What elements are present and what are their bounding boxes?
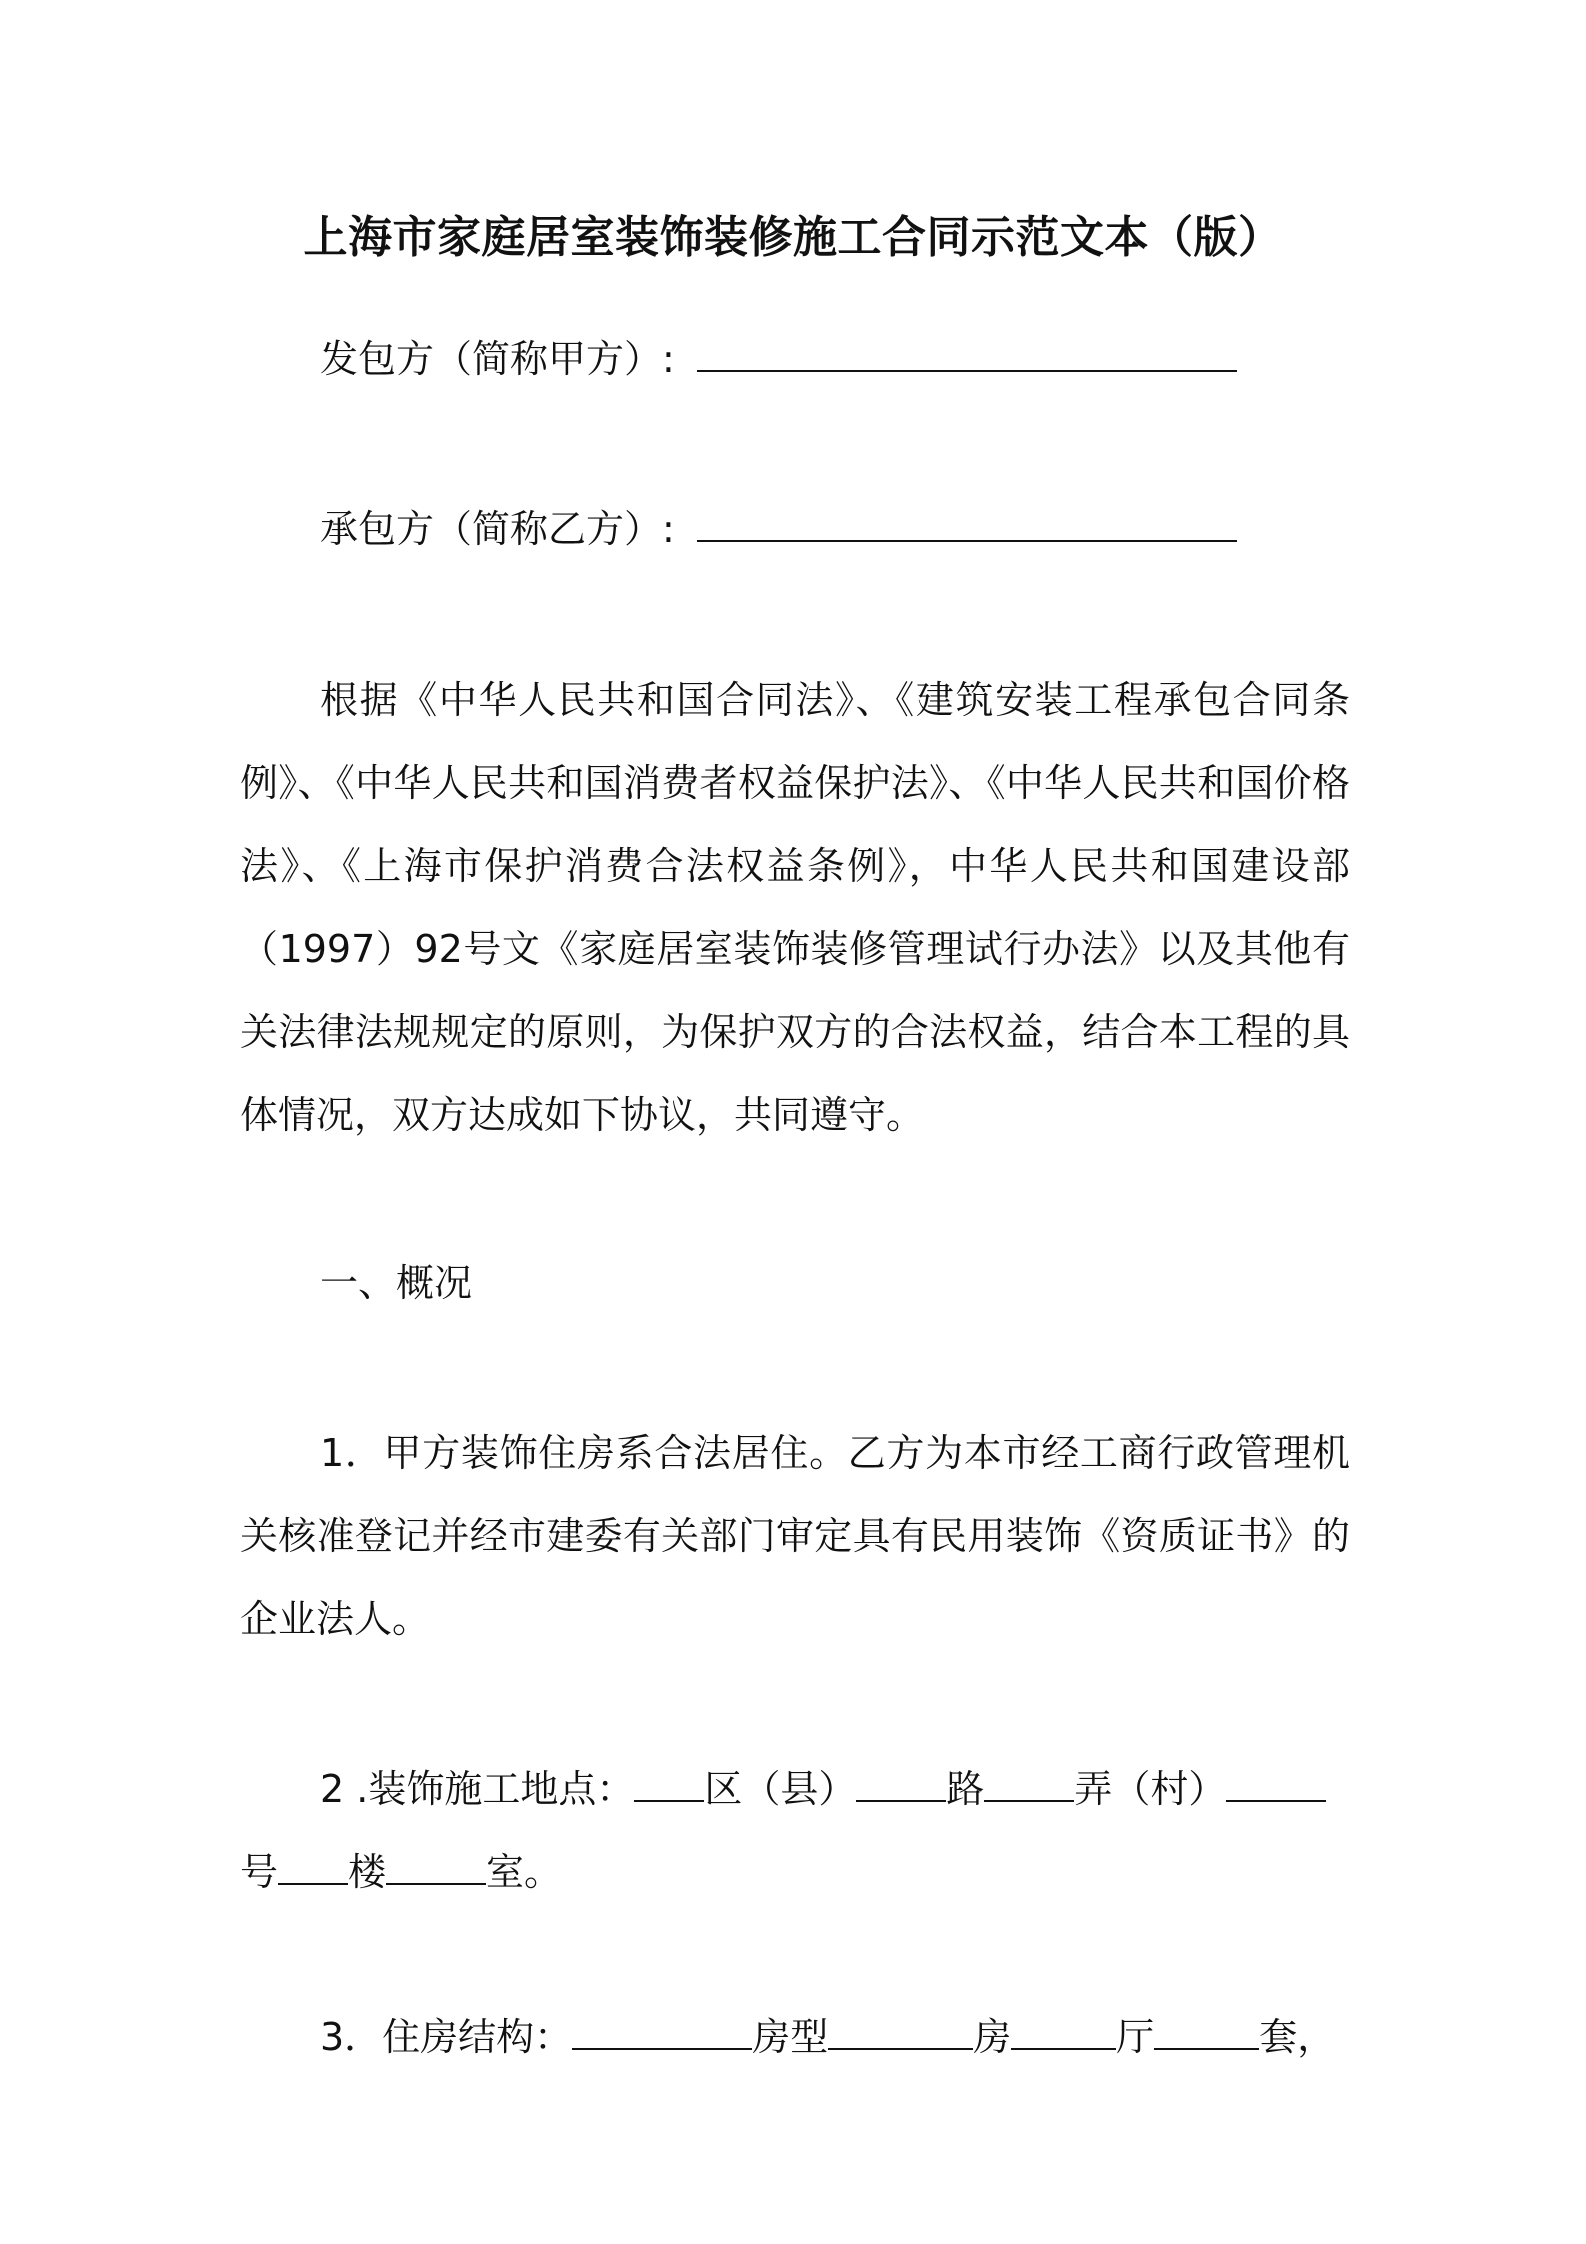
item-1-paragraph: 1．甲方装饰住房系合法居住。乙方为本市经工商行政管理机关核准登记并经市建委有关部门审定具有民用装饰《资质证书》的企业法人。 [240, 1431, 1350, 1641]
structure-blank[interactable] [572, 2008, 752, 2050]
item-3-line [320, 2008, 1335, 2065]
room-blank[interactable] [386, 1843, 486, 1885]
district-blank[interactable] [634, 1760, 704, 1802]
road-blank[interactable] [856, 1760, 946, 1802]
item-3-prefix: 3．住房结构： [320, 2015, 573, 2059]
number-label: 号 [240, 1850, 279, 1894]
halls-label: 厅 [1116, 2015, 1155, 2059]
district-label: 区（县） [704, 1767, 857, 1811]
preamble-paragraph: 根据《中华人民共和国合同法》、《建筑安装工程承包合同条例》、《中华人民共和国消费者权益保护法》、《中华人民共和国价格法》、《上海市保护消费合法权益条例》，中华人民共和国建设部（1997）92号文《家庭居室装饰装修管理试行办法》以及其他有关法律法规规定的原则，为保护双方的合法权益，结合本工程的具体情况，双方达成如下协议，共同遵守。 [240, 678, 1350, 1137]
party-a-label: 发包方（简称甲方）: [320, 337, 675, 381]
party-b-blank[interactable] [697, 500, 1237, 542]
document-title: 上海市家庭居室装饰装修施工合同示范文本（版） [303, 212, 1283, 263]
party-b-line [320, 500, 1237, 557]
lane-label: 弄（村） [1074, 1767, 1227, 1811]
rooms-blank[interactable] [1011, 2008, 1116, 2050]
halls-blank[interactable] [1154, 2008, 1259, 2050]
building-blank[interactable] [278, 1843, 348, 1885]
item-2-prefix: 2 .装饰施工地点： [320, 1767, 635, 1811]
room-label: 室。 [486, 1850, 563, 1894]
number-blank[interactable] [1226, 1760, 1326, 1802]
section-1-heading: 一、概况 [320, 1261, 473, 1305]
building-label: 楼 [348, 1850, 387, 1894]
road-label: 路 [946, 1767, 985, 1811]
lane-blank[interactable] [984, 1760, 1074, 1802]
item-2-line-2 [240, 1843, 562, 1900]
party-a-blank[interactable] [697, 330, 1237, 372]
party-b-label: 承包方（简称乙方）: [320, 507, 675, 551]
sets-label: 套， [1259, 2015, 1336, 2059]
party-a-line [320, 330, 1237, 387]
type-blank[interactable] [828, 2008, 973, 2050]
rooms-label: 房 [973, 2015, 1012, 2059]
type-label: 房型 [752, 2015, 829, 2059]
item-2-line-1 [320, 1760, 1326, 1817]
